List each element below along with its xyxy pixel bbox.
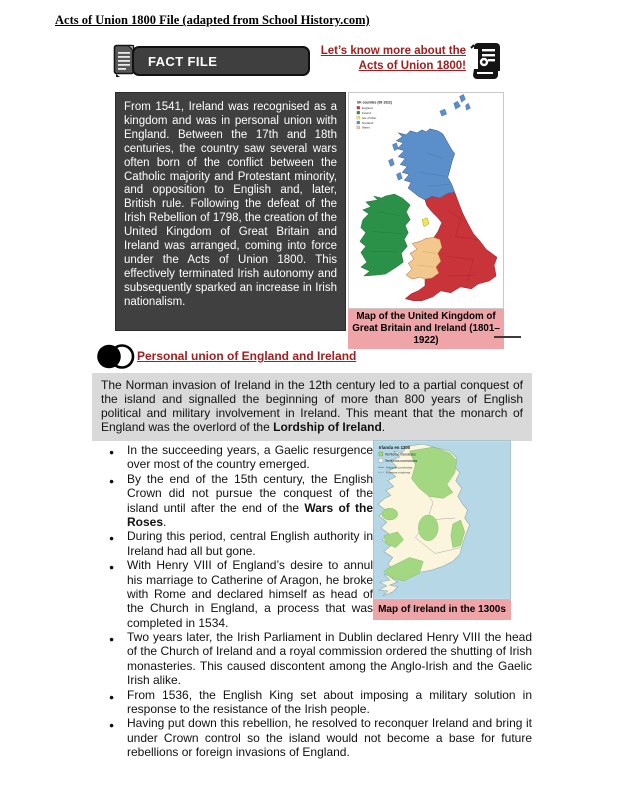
- list-item: ● With Henry VIII of England’s desire to annul his marriage to Catherine of Aragon, he broke with Rome and declared himself as head of the Church in England, a process that was completed in 1534.: [92, 558, 373, 630]
- uk-map-caption: Map of the United Kingdom of Great Britain and Ireland (1801–1922): [348, 309, 504, 349]
- bullet-list-top: [92, 443, 373, 630]
- svg-text:Antiguas provincias: Antiguas provincias: [385, 465, 413, 470]
- ireland-region: [360, 194, 410, 276]
- intro-paragraph: From 1541, Ireland was recognised as a kingdom and was in personal union with England. Between the 17th and 18th centuries, the country saw several wars often born of the conflict between the Catholic majority and Protestant minority, and opposition to English and, later, British rule. Following the defeat of the Irish Rebellion of 1798, the creation of the United Kingdom of Great Britain and Ireland was arranged, coming into force under the Acts of Union 1800. This effectively terminated Irish autonomy and subsequently sparked an increase in Irish nationalism.: [115, 92, 346, 331]
- svg-text:Ireland: Ireland: [361, 110, 371, 115]
- shetland-islands: [440, 94, 471, 116]
- uk-map-legend: [357, 100, 392, 129]
- uk-map-image: [348, 92, 504, 309]
- list-item: ● During this period, central English authority in Ireland had all but gone.: [92, 529, 373, 558]
- svg-text:Territorios normandos: Territorios normandos: [384, 458, 418, 463]
- cta-link[interactable]: [296, 44, 466, 74]
- list-item: ● From 1536, the English King set about imposing a military solution in response to the resistance of the Irish people.: [92, 688, 532, 717]
- list-item: ● By the end of the 15th century, the English Crown did not pursue the conquest of the island until after the end of the Wars of the Roses.: [92, 472, 373, 530]
- ireland-map-caption: Map of Ireland in the 1300s: [373, 600, 511, 620]
- uk-map-figure: [348, 92, 504, 349]
- section-heading: Personal union of England and Ireland: [137, 349, 357, 363]
- wales-region: [406, 238, 442, 279]
- list-item: ● In the succeeding years, a Gaelic resurgence over most of the country emerged.: [92, 443, 373, 472]
- isle-of-man-region: [422, 218, 429, 227]
- paragraph-text: The Norman invasion of Ireland in the 12th century led to a partial conquest of the island and signalled the beginning of more than 800 years of English political and military involvement in Ireland. This meant that the monarch of England was the overlord of the: [101, 378, 523, 434]
- svg-text:England: England: [361, 105, 373, 110]
- small-divider: [494, 336, 521, 338]
- svg-text:Irlanda en 1300: Irlanda en 1300: [378, 445, 411, 451]
- svg-text:UK counties (till 1922): UK counties (till 1922): [356, 100, 392, 105]
- paragraph-bold: Lordship of Ireland: [273, 419, 382, 434]
- cta-line2: Acts of Union 1800!: [358, 60, 466, 72]
- fact-file-label: FACT FILE: [148, 53, 218, 69]
- scroll-icon: [469, 40, 505, 87]
- ireland-map-image: [373, 440, 511, 600]
- ireland-map-figure: [373, 440, 511, 620]
- list-item: ● Having put down this rebellion, he resolved to reconquer Ireland and bring it under Crown control so the island would not become a base for future rebellions or foreign invasions of England.: [92, 716, 532, 759]
- cta-line1: Let’s know more about the: [320, 45, 466, 57]
- fact-file-banner: [132, 46, 310, 76]
- svg-text:Territorios irlandeses: Territorios irlandeses: [384, 452, 416, 457]
- svg-text:Frontera moderna: Frontera moderna: [385, 470, 411, 475]
- section-paragraph: The Norman invasion of Ireland in the 12th century led to a partial conquest of the island and signalled the beginning of more than 800 years of English political and military involvement in Ireland. This meant that the monarch of England was the overlord of the Lordship of Ireland.: [92, 373, 532, 441]
- svg-text:Isle of Man: Isle of Man: [361, 115, 377, 120]
- svg-text:Scotland: Scotland: [361, 120, 374, 125]
- scotland-region: [396, 129, 454, 200]
- bullet-list-bottom: [92, 630, 532, 760]
- svg-text:Wales: Wales: [361, 125, 370, 130]
- list-item: ● Two years later, the Irish Parliament in Dublin declared Henry VIII the head of the Church of Ireland and a royal commission ordered the shutting of Irish monasteries. This caused discontent among the Anglo-Irish and the Gaelic Irish alike.: [92, 630, 532, 688]
- circles-toggle-icon: [96, 343, 136, 375]
- page-title: Acts of Union 1800 File (adapted from School History.com): [55, 13, 370, 27]
